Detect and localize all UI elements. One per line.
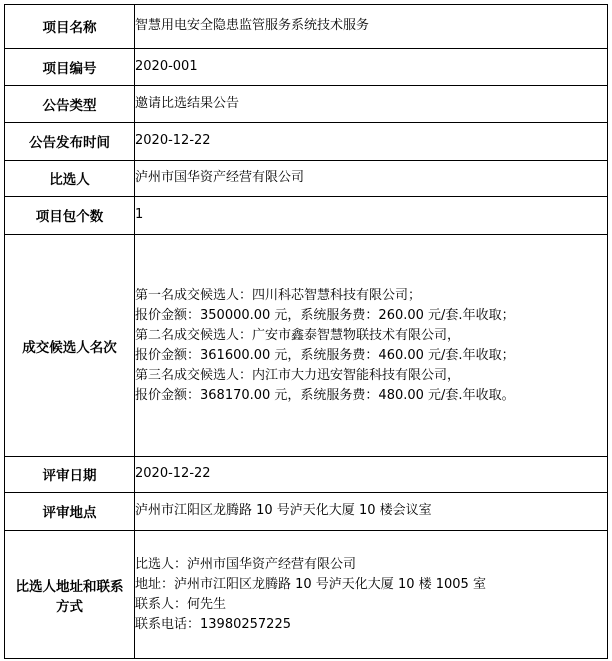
candidate-line: 第二名成交候选人：广安市鑫泰智慧物联技术有限公司， bbox=[135, 327, 461, 343]
project-number-value: 2020-001 bbox=[135, 48, 608, 86]
review-date-label: 评审日期 bbox=[5, 457, 135, 492]
candidate-line: 报价金额：350000.00 元，系统服务费：260.00 元/套.年收取； bbox=[135, 307, 515, 323]
selector-value: 泸州市国华资产经营有限公司 bbox=[135, 161, 608, 196]
contact-value bbox=[135, 531, 608, 659]
review-date-value: 2020-12-22 bbox=[135, 457, 608, 492]
row-candidates bbox=[5, 235, 608, 457]
contact-label-line: 方式 bbox=[56, 598, 83, 615]
row-contact bbox=[5, 531, 608, 659]
notice-type-value: 邀请比选结果公告 bbox=[135, 86, 608, 123]
project-number-label: 项目编号 bbox=[5, 48, 135, 86]
selector-label: 比选人 bbox=[5, 161, 135, 196]
row-project-name bbox=[5, 5, 608, 49]
row-review-place bbox=[5, 492, 608, 531]
notice-type-label: 公告类型 bbox=[5, 86, 135, 123]
row-project-number bbox=[5, 48, 608, 86]
project-name-label: 项目名称 bbox=[5, 5, 135, 49]
contact-phone-line: 联系电话：13980257225 bbox=[135, 616, 291, 632]
contact-person-line: 联系人：何先生 bbox=[135, 596, 227, 612]
candidates-value bbox=[135, 235, 608, 457]
row-publish-time bbox=[5, 122, 608, 161]
package-count-label: 项目包个数 bbox=[5, 196, 135, 235]
row-selector bbox=[5, 161, 608, 196]
announcement-table bbox=[4, 4, 608, 659]
publish-time-label: 公告发布时间 bbox=[5, 122, 135, 161]
row-review-date bbox=[5, 457, 608, 492]
publish-time-value: 2020-12-22 bbox=[135, 122, 608, 161]
review-place-label: 评审地点 bbox=[5, 492, 135, 531]
candidate-line: 第三名成交候选人：内江市大力迅安智能科技有限公司， bbox=[135, 367, 461, 383]
candidate-line: 第一名成交候选人：四川科芯智慧科技有限公司； bbox=[135, 287, 422, 303]
row-notice-type bbox=[5, 86, 608, 123]
contact-label-line: 比选人地址和联系 bbox=[15, 578, 124, 595]
row-package-count bbox=[5, 196, 608, 235]
contact-selector-line: 比选人：泸州市国华资产经营有限公司 bbox=[135, 556, 357, 572]
candidate-line: 报价金额：361600.00 元，系统服务费：460.00 元/套.年收取； bbox=[135, 347, 515, 363]
contact-label bbox=[5, 531, 135, 659]
contact-address-line: 地址：泸州市江阳区龙腾路 10 号泸天化大厦 10 楼 1005 室 bbox=[135, 576, 486, 592]
project-name-value: 智慧用电安全隐患监管服务系统技术服务 bbox=[135, 5, 608, 49]
candidate-line: 报价金额：368170.00 元，系统服务费：480.00 元/套.年收取。 bbox=[135, 387, 515, 403]
package-count-value: 1 bbox=[135, 196, 608, 235]
review-place-value: 泸州市江阳区龙腾路 10 号泸天化大厦 10 楼会议室 bbox=[135, 492, 608, 531]
candidates-label: 成交候选人名次 bbox=[5, 235, 135, 457]
